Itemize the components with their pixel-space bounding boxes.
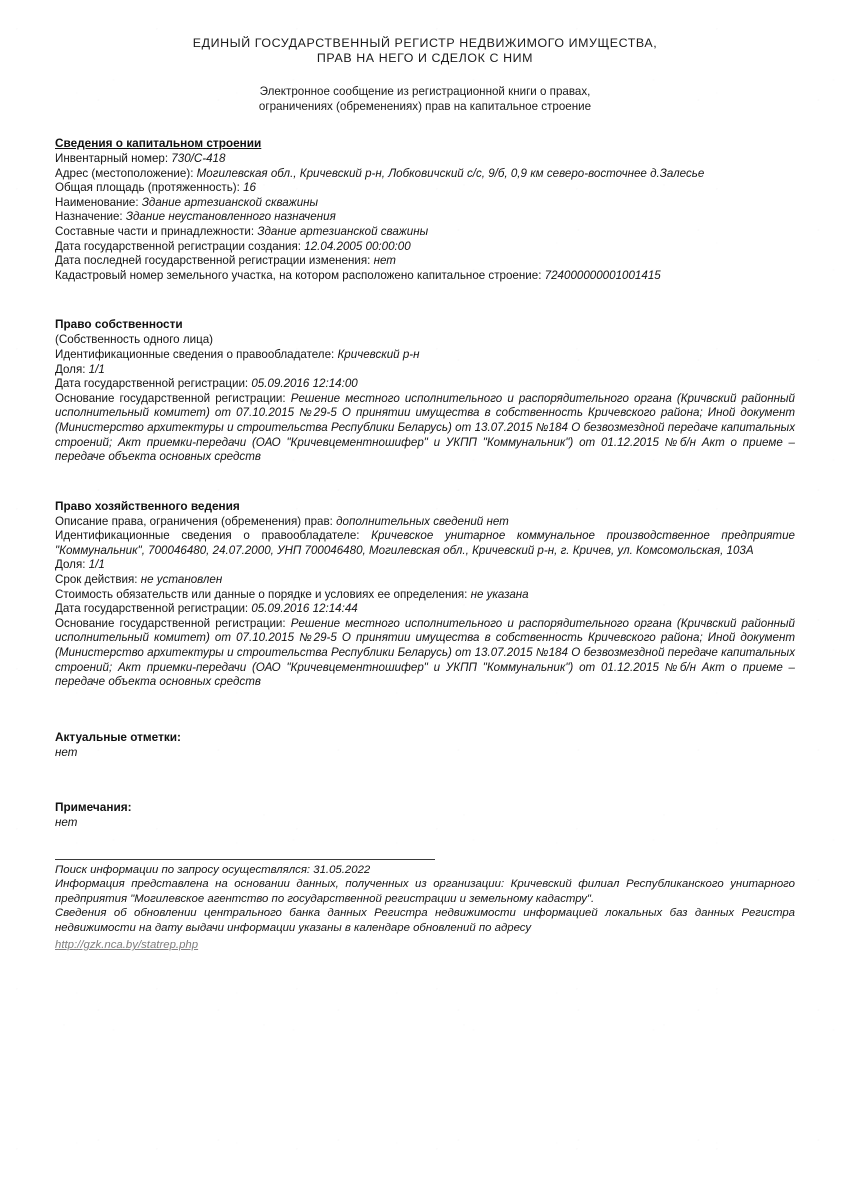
section-remarks — [55, 800, 795, 831]
row-label: Инвентарный номер: — [55, 152, 172, 165]
ownership-row — [55, 377, 795, 392]
row-value: 1/1 — [88, 558, 105, 572]
ownership-subnote: (Собственность одного лица) — [55, 333, 214, 347]
row-value: 724000000001001415 — [544, 268, 661, 282]
document-subtitle — [55, 84, 795, 114]
building-info-row — [55, 225, 795, 240]
building-info-row — [55, 152, 795, 167]
document-content — [55, 36, 795, 953]
row-label: Дата государственной регистрации создания: — [55, 239, 305, 253]
footer-update-line: Сведения об обновлении центрального банка данных Регистра недвижимости информацией локальных баз данных Регистра недвижимости на дату выдачи информации указаны в календаре обновлений по адресу — [55, 907, 795, 934]
row-value: Здание артезианской сважины — [257, 224, 429, 238]
remarks-heading: Примечания: — [55, 800, 132, 815]
building-info-row — [55, 254, 795, 269]
building-info-row — [55, 269, 795, 284]
remarks-value: нет — [55, 816, 78, 830]
title-line-1: ЕДИНЫЙ ГОСУДАРСТВЕННЫЙ РЕГИСТР НЕДВИЖИМОГО ИМУЩЕСТВА, — [192, 36, 658, 50]
row-label: Доля: — [55, 558, 89, 572]
footer-source-line: Информация представлена на основании данных, полученных из организации: Кричевский филиал Республиканского унитарного предприятия "Могилевское агентство по государственной регистрации и земельному кадастру". — [55, 878, 795, 905]
footer-search-label: Поиск информации по запросу осуществлялся: — [55, 864, 314, 876]
row-label: Срок действия: — [55, 573, 141, 587]
building-info-row — [55, 240, 795, 255]
footer-link[interactable]: http://gzk.nca.by/statrep.php — [55, 939, 199, 952]
row-label: Дата государственной регистрации: — [55, 377, 252, 391]
section-current-marks — [55, 730, 795, 761]
row-label: Наименование: — [55, 195, 142, 209]
building-info-heading: Сведения о капитальном строении — [55, 136, 262, 150]
row-value: Могилевская обл., Кричевский р-н, Лобковичский с/с, 9/б, 0,9 км северо-восточнее д.Залесье — [196, 166, 705, 180]
spacer — [55, 778, 795, 800]
economic-management-row — [55, 515, 795, 530]
row-label: Кадастровый номер земельного участка, на котором расположено капитальное строение: — [55, 268, 545, 282]
row-value: 05.09.2016 12:14:00 — [251, 377, 358, 391]
economic-management-row — [55, 602, 795, 617]
row-value: 12.04.2005 00:00:00 — [304, 239, 411, 253]
row-label: Основание государственной регистрации: — [55, 616, 291, 630]
row-value: Решение местного исполнительного и распорядительного органа (Кричвский районный исполнительный комитет) от 07.10.2015 №29-5 О принятии имущества в собственность Кричевского района; Иной документ (Министерство архитектуры и строительства Республики Беларусь) от 13.07.2015 №184 О безвозмездной передаче капитальных строений; Акт приемки-передачи (ОАО "Кричевцементношифер" и УКПП "Коммунальник") от 01.12.2015 №б/н Акт о приеме – передаче объекта основных средств — [55, 391, 795, 464]
subtitle-line-2: ограничениях (обременениях) прав на капитальное строение — [258, 100, 592, 113]
spacer — [55, 708, 795, 730]
economic-management-row — [55, 588, 795, 603]
ownership-row — [55, 348, 795, 363]
row-value: не указана — [470, 587, 529, 601]
building-info-row — [55, 196, 795, 211]
row-value: Кричевский р-н — [337, 347, 420, 361]
current-marks-value: нет — [55, 745, 78, 759]
building-info-row — [55, 181, 795, 196]
row-value: Здание артезианской скважины — [141, 195, 319, 209]
document-title — [55, 36, 795, 66]
row-value: 1/1 — [88, 362, 105, 376]
footer-search-line — [55, 863, 795, 877]
row-label: Составные части и принадлежности: — [55, 224, 258, 238]
row-value: не установлен — [140, 573, 223, 587]
spacer — [55, 483, 795, 499]
economic-management-row — [55, 573, 795, 588]
economic-management-row — [55, 617, 795, 690]
title-line-2: ПРАВ НА НЕГО И СДЕЛОК С НИМ — [316, 51, 534, 65]
subtitle-line-1: Электронное сообщение из регистрационной книги о правах, — [259, 85, 591, 98]
spacer — [55, 301, 795, 317]
row-label: Основание государственной регистрации: — [55, 391, 291, 405]
ownership-row — [55, 363, 795, 378]
economic-management-heading: Право хозяйственного ведения — [55, 498, 240, 513]
ownership-heading: Право собственности — [55, 317, 183, 332]
building-info-row — [55, 210, 795, 225]
section-ownership — [55, 317, 795, 464]
row-label: Общая площадь (протяженность): — [55, 181, 244, 195]
row-label: Дата последней государственной регистрации изменения: — [55, 254, 374, 268]
row-label: Идентификационные сведения о правообладателе: — [55, 347, 338, 361]
current-marks-heading: Актуальные отметки: — [55, 729, 181, 744]
row-label: Стоимость обязательств или данные о порядке и условиях ее определения: — [55, 587, 471, 601]
economic-management-row — [55, 529, 795, 558]
row-value: Здание неустановленного назначения — [125, 210, 336, 224]
footer-divider — [55, 859, 435, 860]
row-value: дополнительных сведений нет — [336, 514, 509, 528]
section-economic-management — [55, 499, 795, 690]
row-label: Назначение: — [55, 210, 126, 224]
row-label: Дата государственной регистрации: — [55, 602, 252, 616]
document-footer — [55, 859, 795, 953]
row-value: Кричевское унитарное коммунальное производственное предприятие "Коммунальник", 700046480, 24.07.2000, УНП 700046480, Могилевская обл., Кричевский р-н, г. Кричев, ул. Комсомольская, 103А — [55, 529, 795, 557]
row-label: Описание права, ограничения (обременения) прав: — [55, 514, 337, 528]
section-building-info — [55, 136, 795, 283]
row-value: нет — [373, 254, 396, 268]
row-value: 16 — [243, 181, 256, 195]
row-value: 05.09.2016 12:14:44 — [251, 602, 358, 616]
building-info-row — [55, 167, 795, 182]
row-label: Доля: — [55, 362, 89, 376]
economic-management-row — [55, 558, 795, 573]
ownership-row — [55, 392, 795, 465]
row-value: Решение местного исполнительного и распорядительного органа (Кричвский районный исполнительный комитет) от 07.10.2015 №29-5 О принятии имущества в собственность Кричевского района; Иной документ (Министерство архитектуры и строительства Республики Беларусь) от 13.07.2015 №184 О безвозмездной передаче капитальных строений; Акт приемки-передачи (ОАО "Кричевцементношифер" и УКПП "Коммунальник") от 01.12.2015 №б/н Акт о приеме – передаче объекта основных средств — [55, 616, 795, 689]
footer-search-value: 31.05.2022 — [313, 864, 371, 876]
row-label: Идентификационные сведения о правообладателе: — [55, 529, 372, 543]
row-label: Адрес (местоположение): — [55, 166, 197, 180]
row-value: 730/С-418 — [171, 152, 226, 165]
